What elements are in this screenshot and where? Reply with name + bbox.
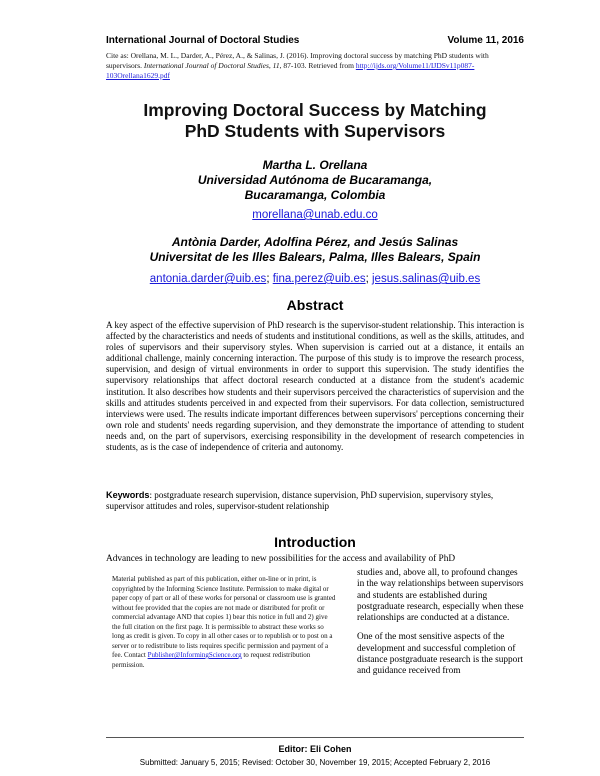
email-separator: ; <box>365 273 369 285</box>
email-link-darder[interactable]: antonia.darder@uib.es <box>149 273 267 285</box>
keywords-block <box>106 490 524 512</box>
submission-dates: Submitted: January 5, 2015; Revised: October 30, November 19, 2015; Accepted February 2, 2016 <box>139 758 491 767</box>
title-line-2: PhD Students with Supervisors <box>184 121 446 141</box>
citation-pages: 87-103. Retrieved from <box>283 61 354 70</box>
author-1-email-line <box>106 208 524 222</box>
author-1-email-link[interactable]: morellana@unab.edu.co <box>252 209 378 221</box>
citation-text: Cite as: Orellana, M. L., Darder, A., Pérez, A., & Salinas, J. (2016). Improving doctoral success by matching PhD students with supervisors. <box>106 51 489 70</box>
author-1-block <box>106 158 524 203</box>
citation-block <box>106 51 524 81</box>
author-1-name: Martha L. Orellana <box>262 158 368 172</box>
title-line-1: Improving Doctoral Success by Matching <box>143 100 487 120</box>
volume-label: Volume 11, 2016 <box>447 35 524 46</box>
introduction-right-column <box>357 568 527 686</box>
email-link-salinas[interactable]: jesus.salinas@uib.es <box>372 273 481 285</box>
abstract-heading: Abstract <box>286 297 344 313</box>
intro-paragraph-1: studies and, above all, to profound changes in the way relationships between supervisors and students are established during postgraduate research, especially when these relationships are conducted at a distance. <box>357 568 524 624</box>
abstract-text: A key aspect of the effective supervision of PhD research is the supervisor-student relationship. This interaction is affected by the characteristics and needs of students and institutional conditions, as well as the skills, attitudes, and roles of supervisors and their supervisory styles. When supervision is carried out at a distance, it entails an additional challenge, mainly concerning interaction. The purpose of this study is to improve the research process, supervision, and design of virtual environments in order to support this supervision. The study identifies the supervisory relationships that affect doctoral research conducted at a distance from the student's academic institution. It also describes how students and their supervisors perceived the characteristics of supervision and the skills and attitudes students perceived in and expected from their supervisors. For data collection, semistructured interviews were used. The results indicate important differences between supervisors' perceptions concerning their own role and students' needs regarding supervision, and they demonstrate the importance of attending to student needs and, on the part of supervisors, exercising responsibility in the development of research competencies in students, as is the case of independence of criteria and autonomy. <box>106 320 524 453</box>
publisher-email-link[interactable]: Publisher@InformingScience.org <box>147 651 242 659</box>
paper-title <box>106 100 524 142</box>
author-2-names: Antònia Darder, Adolfina Pérez, and Jesús Salinas <box>171 235 459 249</box>
citation-journal: International Journal of Doctoral Studies, 11, <box>143 61 282 70</box>
running-header <box>106 35 524 46</box>
introduction-heading: Introduction <box>274 534 356 550</box>
introduction-first-line: Advances in technology are leading to new possibilities for the access and availability of PhD <box>106 554 456 564</box>
journal-name: International Journal of Doctoral Studies <box>106 35 300 46</box>
author-1-affiliation-2: Bucaramanga, Colombia <box>244 188 386 202</box>
author-2-affiliation: Universitat de les Illes Balears, Palma, Illes Balears, Spain <box>149 250 481 264</box>
email-separator: ; <box>266 273 270 285</box>
citation-url-link[interactable]: http://ijds.org/Volume11/IJDSv11p087-103Orellana1629.pdf <box>106 61 475 80</box>
footer-divider <box>106 737 524 738</box>
author-1-affiliation-1: Universidad Autónoma de Bucaramanga, <box>197 173 433 187</box>
keywords-label: Keywords <box>106 490 150 500</box>
author-2-emails <box>106 272 524 286</box>
copyright-notice <box>112 575 337 670</box>
keywords-text: : postgraduate research supervision, distance supervision, PhD supervision, supervisory styles, supervisor attitudes and roles, supervisor-student relationship <box>106 490 494 512</box>
editor-line: Editor: Eli Cohen <box>278 744 352 754</box>
author-2-block <box>106 235 524 265</box>
email-link-perez[interactable]: fina.perez@uib.es <box>272 273 366 285</box>
copyright-tail: to request redistribution permission. <box>112 651 311 669</box>
intro-paragraph-2: One of the most sensitive aspects of the development and successful completion of distance postgraduate research is the support and guidance received from <box>357 632 523 677</box>
copyright-text: Material published as part of this publication, either on-line or in print, is copyrighted by the Informing Science Institute. Permission to make digital or paper copy of part or all of these works for personal or classroom use is granted without fee provided that the copies are not made or distributed for profit or commercial advantage AND that copies 1) bear this notice in full and 2) give the full citation on the first page. It is permissible to abstract these works so long as credit is given. To copy in all other cases or to republish or to post on a server or to redistribute to lists requires specific permission and payment of a fee. Contact <box>112 575 336 659</box>
